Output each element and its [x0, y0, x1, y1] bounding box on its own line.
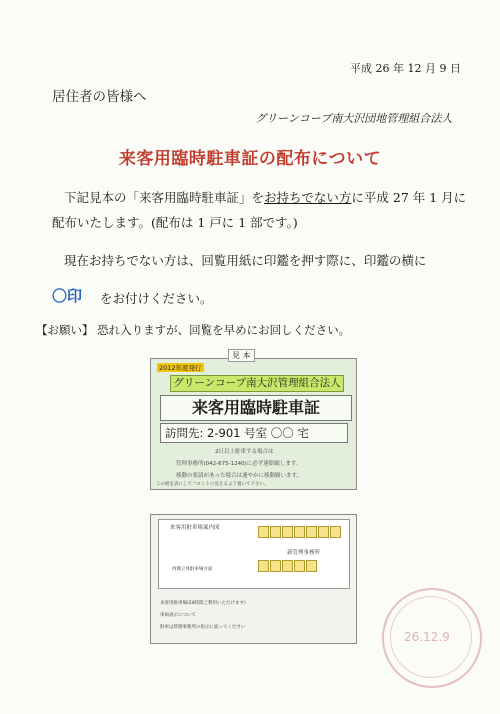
- sender-organization: グリーンコープ南大沢団地管理組合法人: [255, 112, 453, 125]
- p1-text-b: に平成 27 年 1 月に: [351, 190, 467, 205]
- maru-in-mark: 〇印: [52, 287, 83, 305]
- stamp-date: 26.12.9: [404, 630, 450, 644]
- paragraph-1: [64, 188, 466, 206]
- parking-slot: [282, 560, 293, 572]
- sample-label: 見 本: [228, 349, 255, 362]
- parking-slot: [294, 560, 305, 572]
- parking-slot: [306, 560, 317, 572]
- permit-organization: グリーンコープ南大沢管理組合法人: [170, 375, 344, 392]
- permit-line-1: 2日以上駐車する場合は: [215, 449, 274, 455]
- permit-line-3: 移動の要請があった場合は速やかに移動願います。: [176, 473, 303, 479]
- parking-slot: [258, 560, 269, 572]
- parking-slot: [306, 526, 317, 538]
- permit-line-2: 管理事務所(042-675-1240)に必ず連絡願します。: [176, 461, 302, 467]
- paragraph-3: 現在お持ちでない方は、回覧用紙に印鑑を押す際に、印鑑の横に: [64, 253, 427, 268]
- parking-slot: [318, 526, 329, 538]
- parking-slot: [270, 526, 281, 538]
- permit-line-4: この紙を表にしてフロントに見えるよう置いて下さい。: [156, 482, 269, 487]
- parking-slot: [270, 560, 281, 572]
- parking-slot: [294, 526, 305, 538]
- request-note: 【お願い】 恐れ入りますが、回覧を早めにお回しください。: [36, 323, 351, 337]
- paragraph-2: 配布いたします。(配布は 1 戸に 1 部です。): [52, 215, 298, 230]
- document-title: 来客用臨時駐車証の配布について: [118, 149, 382, 169]
- addressee: 居住者の皆様へ: [52, 89, 147, 105]
- parking-slot: [330, 526, 341, 538]
- map-title: 来客用駐車場案内図: [170, 525, 220, 531]
- map-office-label: 新管理事務所: [287, 550, 321, 556]
- map-note-2: 車両表示について: [160, 613, 196, 618]
- map-west-lot: 西側立体駐車場方面: [172, 567, 213, 572]
- map-note-1: 来客用駐車場(24時間ご利用いただけます): [160, 601, 246, 606]
- permit-title: 来客用臨時駐車証: [160, 395, 352, 421]
- permit-visit-field: 訪問先: 2-901 号室 〇〇 宅: [160, 423, 348, 443]
- p1-underlined: お持ちでない方: [264, 190, 352, 205]
- p1-text-a: 下記見本の「来客用臨時駐車証」を: [64, 190, 265, 205]
- permit-year-tag: 2012年度発行: [159, 364, 202, 372]
- paragraph-4: をお付けください。: [100, 291, 213, 306]
- issue-date: 平成 26 年 12 月 9 日: [350, 62, 461, 75]
- parking-slot: [258, 526, 269, 538]
- map-note-3: 駐車は管理事務所の指示に従ってください: [160, 625, 246, 630]
- parking-slot: [282, 526, 293, 538]
